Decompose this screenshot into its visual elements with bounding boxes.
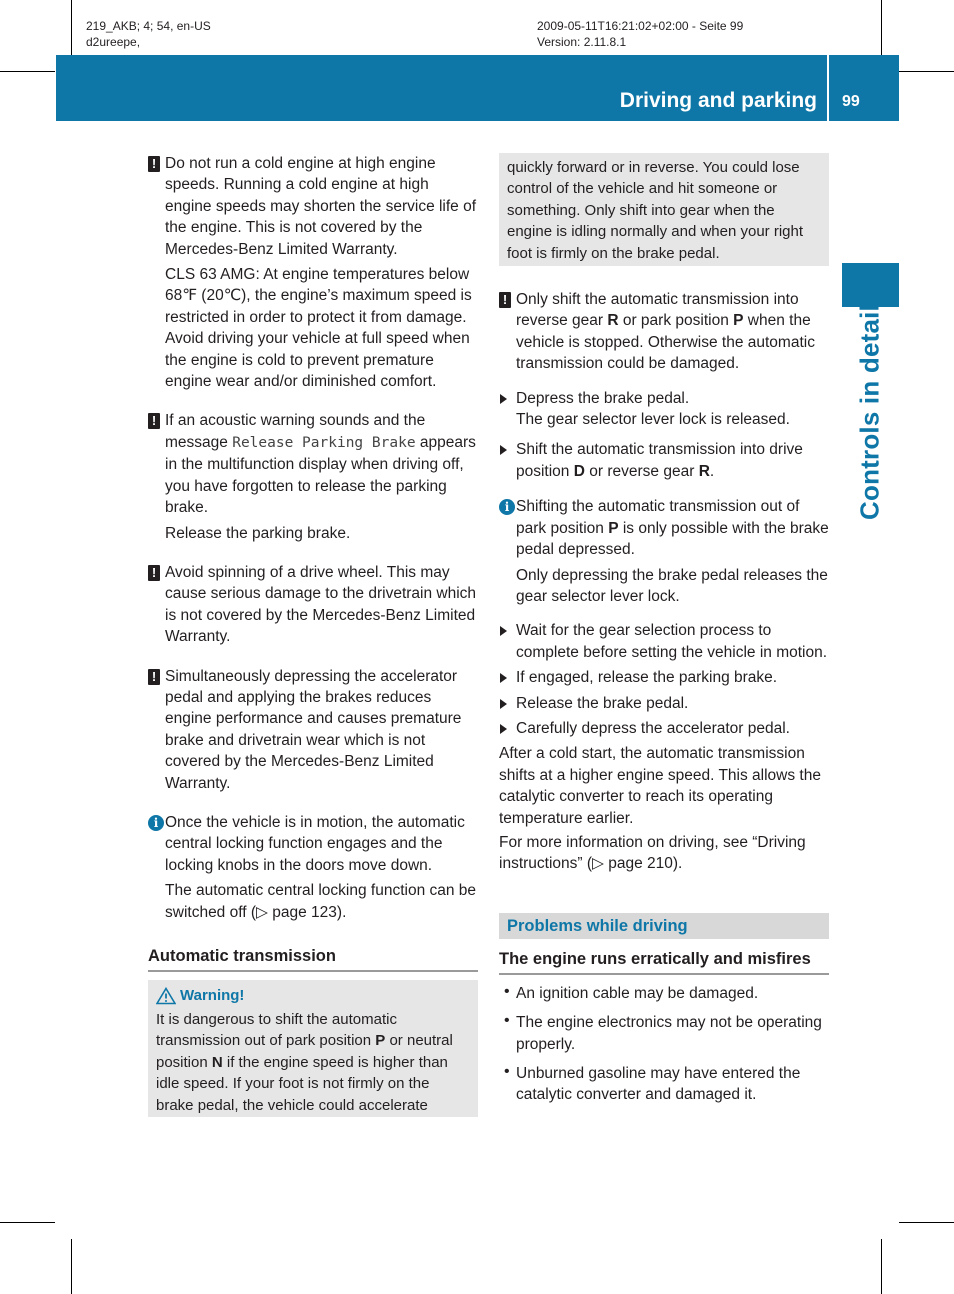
note-text-part: If an acoustic warning sounds and the message [165, 412, 426, 451]
list-item [499, 1063, 829, 1106]
meta-line: 2009-05-11T16:21:02+02:00 - Seite 99 [537, 19, 744, 33]
step-result: The gear selector lever lock is released. [516, 411, 790, 429]
note-text [516, 289, 829, 375]
body-paragraph: After a cold start, the automatic transmission shifts at a higher engine speed. This allows the catalytic converter to reach its operating temperature earlier. [499, 745, 821, 827]
note-text: Once the vehicle is in motion, the automatic central locking function engages and the locking knobs in the doors move down. [165, 813, 465, 874]
caution-note [148, 153, 478, 392]
gear-key: P [733, 312, 744, 330]
step-text: If engaged, release the parking brake. [516, 669, 778, 687]
crop-mark [881, 0, 882, 55]
warning-text-part: if the engine speed is higher than idle speed. If your foot is not firmly on the brake pedal, the vehicle could accelerate [156, 1053, 448, 1114]
step-arrow-icon [500, 673, 507, 683]
list-item [499, 983, 829, 1004]
crop-mark [0, 71, 55, 72]
step-arrow-icon [500, 626, 507, 636]
note-text: Release the parking brake. [165, 524, 351, 542]
section-title: Driving and parking [619, 89, 817, 112]
note-text: The automatic central locking function can be switched off (▷ page 123). [165, 882, 477, 921]
warning-title-text: Warning! [180, 987, 245, 1004]
list-item-text: The engine electronics may not be operating properly. [516, 1014, 822, 1053]
gear-key: P [608, 519, 619, 537]
note-text-part: when the vehicle is stopped. Otherwise the automatic transmission could be damaged. [516, 312, 815, 373]
note-text-part: appears in the multifunction display when driving off, you have forgotten to release the parking brake. [165, 433, 476, 517]
gear-key: D [573, 462, 585, 480]
header-divider [827, 55, 829, 121]
subheading-text: Automatic transmission [148, 947, 336, 965]
info-icon: i [148, 815, 164, 831]
instruction-step [499, 439, 829, 482]
display-message: Release Parking Brake [232, 434, 416, 451]
step-text-part: or reverse gear [589, 462, 695, 480]
instruction-step [499, 693, 829, 714]
instruction-step [499, 667, 829, 688]
subheading-rule [499, 973, 829, 975]
gear-key: R [607, 312, 619, 330]
list-item-text: An ignition cable may be damaged. [516, 984, 759, 1002]
warning-triangle-icon [156, 987, 176, 1005]
bullet-dot: • [504, 1012, 510, 1030]
note-text-part: Only shift the automatic transmission into reverse gear [516, 291, 799, 330]
warning-text-part: or neutral position [156, 1032, 453, 1071]
warning-title [156, 986, 470, 1006]
step-text: Depress the brake pedal. [516, 389, 690, 407]
note-text [516, 496, 829, 560]
subheading-rule [148, 970, 478, 972]
side-tab-marker [842, 263, 899, 307]
chapter-label: Controls in detail [854, 304, 885, 520]
step-arrow-icon [500, 724, 507, 734]
note-text-part: or park position [622, 312, 729, 330]
caution-note [148, 562, 478, 648]
print-meta-left [86, 18, 211, 50]
step-text-part: Shift the automatic transmission into drive position [516, 441, 803, 480]
header-bar [56, 55, 899, 121]
step-arrow-icon [500, 445, 507, 455]
meta-line: Version: 2.11.8.1 [537, 35, 627, 49]
step-text: Carefully depress the accelerator pedal. [516, 719, 790, 737]
list-item-text: Unburned gasoline may have entered the catalytic converter and damaged it. [516, 1065, 801, 1104]
bullet-dot: • [504, 1063, 510, 1080]
step-arrow-icon [500, 699, 507, 709]
bullet-dot: • [504, 982, 510, 1000]
info-note [499, 496, 829, 607]
note-text: Simultaneously depressing the accelerator pedal and applying the brakes reduces engine performance and causes premature brake and drivetrain wear which is not covered by the Mercedes-Benz Limited Warranty. [165, 667, 462, 792]
gear-key: P [375, 1032, 386, 1050]
caution-note [148, 666, 478, 794]
note-text-part: Shifting the automatic transmission out of park position [516, 498, 800, 537]
note-text-part: is only possible with the brake pedal depressed. [516, 519, 829, 559]
step-arrow-icon [500, 394, 507, 404]
note-text: Avoid spinning of a drive wheel. This may cause serious damage to the drivetrain which is not covered by the Mercedes-Benz Limited Warranty. [165, 563, 477, 646]
step-text-part: . [709, 462, 715, 480]
subheading [148, 945, 478, 972]
step-text [516, 439, 829, 482]
instruction-step [499, 388, 829, 431]
step-text: Release the brake pedal. [516, 694, 689, 712]
meta-line: d2ureepe, [86, 35, 141, 49]
warning-box [148, 980, 478, 1117]
list-item [499, 1012, 829, 1055]
step-text: Wait for the gear selection process to complete before setting the vehicle in motion. [516, 622, 828, 661]
crop-mark [899, 71, 954, 72]
info-note [148, 812, 478, 923]
body-paragraph: For more information on driving, see “Driving instructions” (▷ page 210). [499, 833, 806, 873]
warning-box-continued [499, 153, 829, 266]
right-column [499, 153, 829, 1106]
page-number: 99 [842, 93, 860, 110]
exclamation-icon: ! [148, 413, 160, 429]
note-text: CLS 63 AMG: At engine temperatures below 68℉ (20℃), the engine’s maximum speed is restricted in order to protect it from damage. Avoid driving your vehicle at full speed when the engine is cold to prevent premature engine wear and/or diminished comfort. [165, 266, 472, 391]
crop-mark [881, 1239, 882, 1294]
print-meta-right [537, 18, 743, 50]
exclamation-icon: ! [148, 669, 160, 685]
crop-mark [899, 1222, 954, 1223]
warning-text: quickly forward or in reverse. You could lose control of the vehicle and hit someone or something. Only shift into gear when the engine is idling normally and when your right foot is firmly on the brake pedal. [507, 159, 804, 262]
note-text: Do not run a cold engine at high engine speeds. Running a cold engine at high engine speeds may shorten the service life of the engine. This is not covered by the Mercedes-Benz Limited Warranty. [165, 155, 477, 258]
warning-text [156, 1009, 470, 1116]
instruction-step [499, 620, 829, 663]
caution-note [499, 289, 829, 375]
crop-mark [71, 0, 72, 55]
subheading-text: The engine runs erratically and misfires [499, 949, 811, 968]
subheading [499, 948, 829, 975]
info-icon: i [499, 499, 515, 515]
exclamation-icon: ! [148, 565, 160, 581]
exclamation-icon: ! [499, 292, 511, 308]
exclamation-icon: ! [148, 156, 160, 172]
section-heading: Problems while driving [499, 913, 829, 939]
caution-note [148, 410, 478, 543]
gear-key: R [698, 462, 710, 480]
instruction-step [499, 718, 829, 739]
meta-line: 219_AKB; 4; 54, en-US [86, 19, 211, 33]
note-text: Only depressing the brake pedal releases the gear selector lever lock. [516, 566, 828, 605]
crop-mark [71, 1239, 72, 1294]
gear-key: N [211, 1053, 223, 1071]
warning-text-part: It is dangerous to shift the automatic transmission out of park position [156, 1011, 397, 1050]
left-column [148, 153, 478, 1117]
note-text [165, 410, 478, 518]
crop-mark [0, 1222, 55, 1223]
